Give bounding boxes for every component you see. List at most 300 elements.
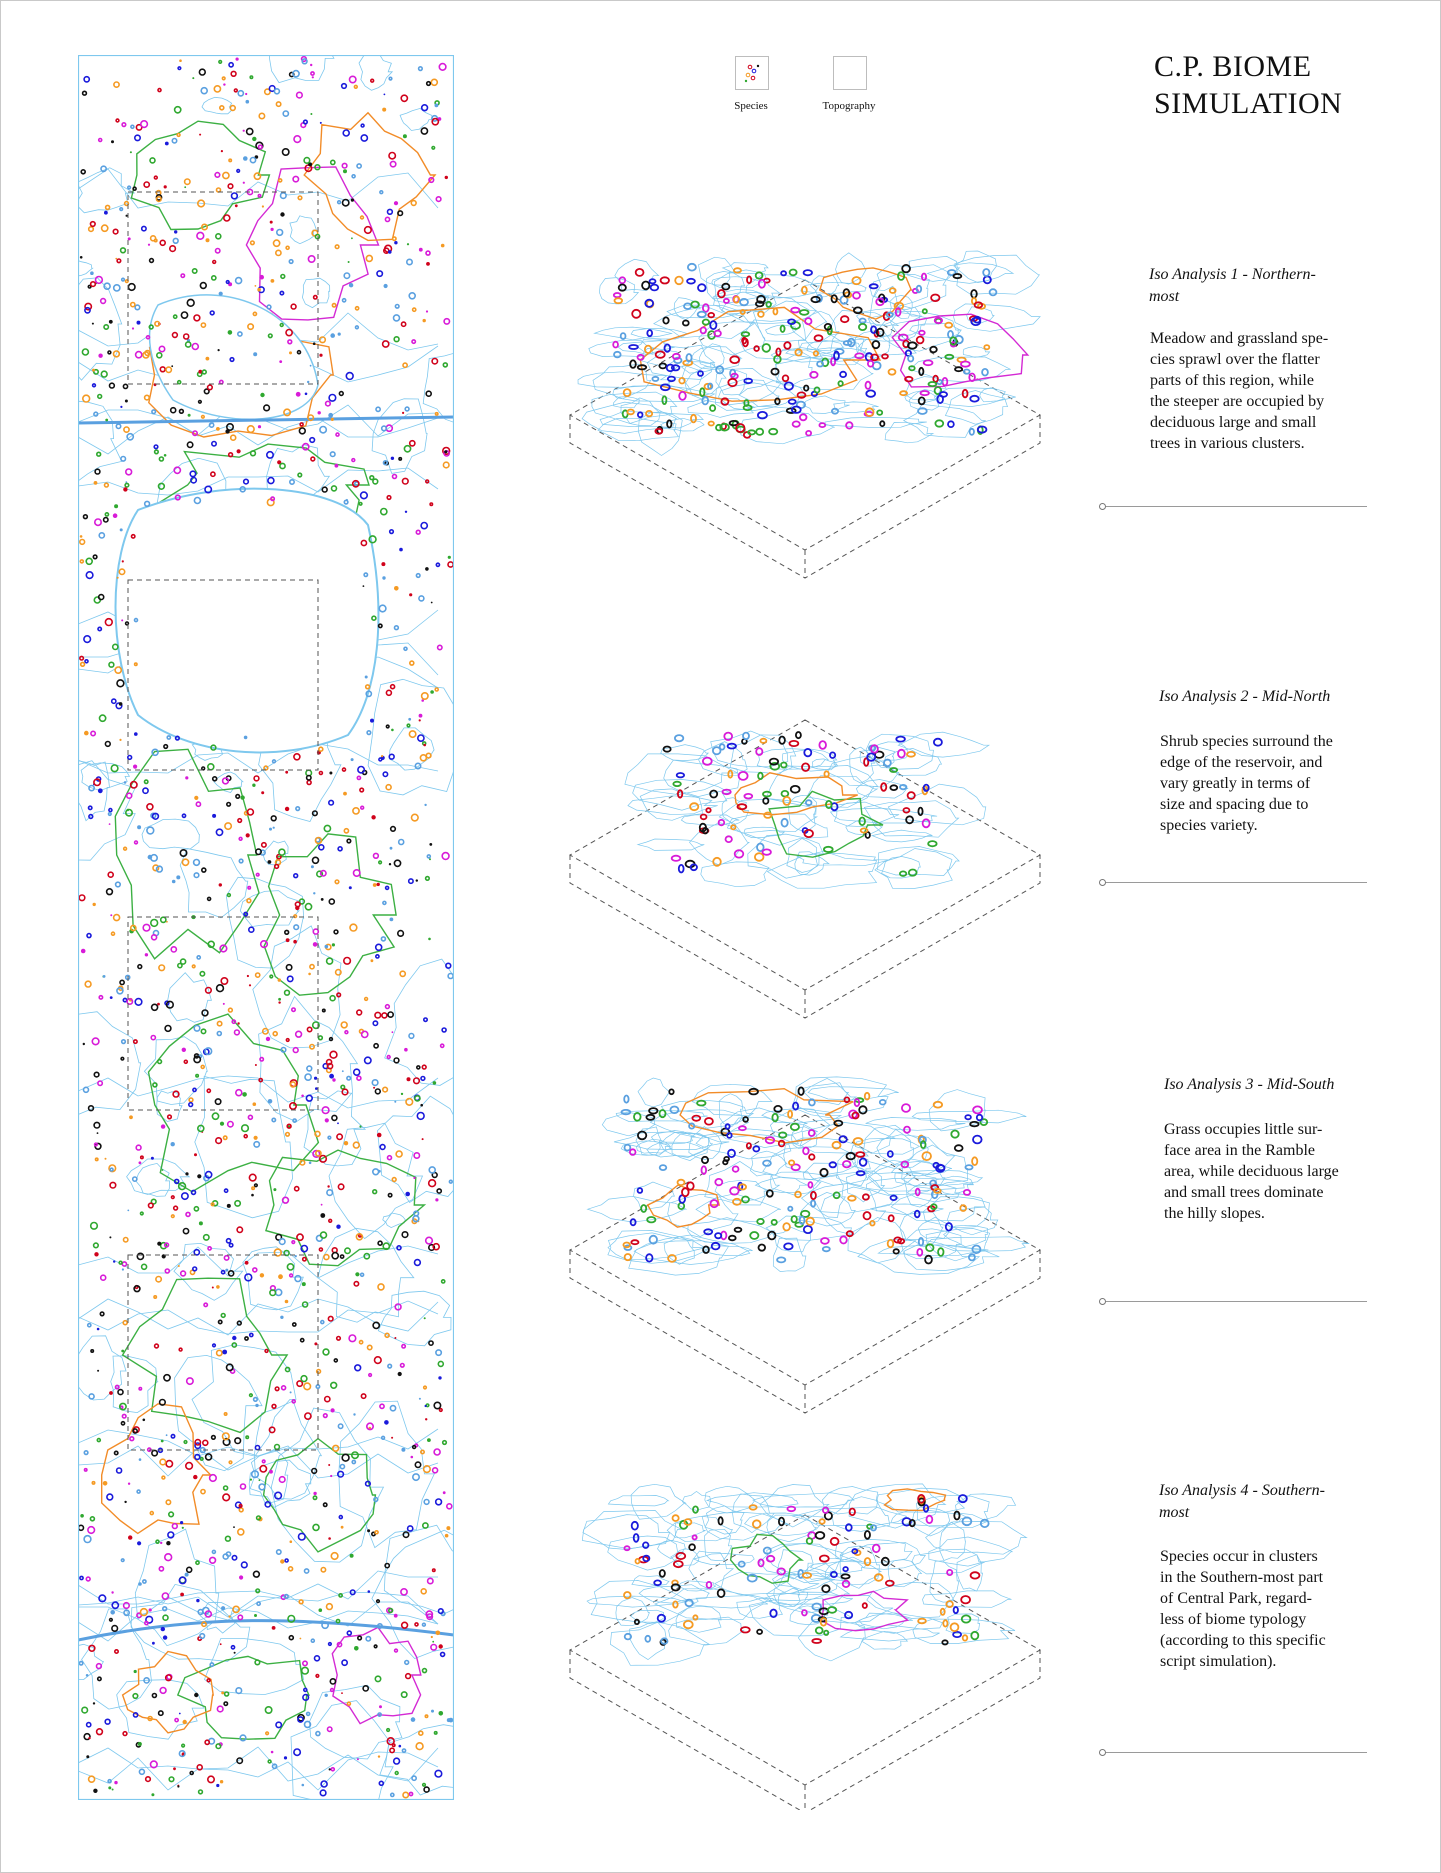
species-marker: [355, 1272, 359, 1276]
iso-species-marker: [632, 1522, 638, 1530]
species-marker: [166, 1434, 168, 1436]
species-marker: [260, 1058, 263, 1061]
iso-species-marker: [919, 368, 923, 375]
iso-contour-line: [907, 256, 959, 281]
species-marker: [92, 1038, 99, 1045]
species-marker: [380, 191, 383, 194]
biome-outline: [332, 1627, 421, 1723]
species-marker: [383, 901, 386, 904]
species-marker: [200, 283, 206, 289]
species-marker: [394, 337, 399, 342]
species-marker: [110, 914, 112, 916]
species-marker: [427, 855, 430, 858]
species-marker: [366, 255, 372, 261]
species-marker: [382, 1013, 387, 1018]
species-marker: [424, 1787, 429, 1792]
species-marker: [373, 1021, 377, 1025]
species-marker: [286, 938, 290, 942]
species-marker: [321, 871, 326, 876]
species-marker: [320, 1213, 325, 1218]
species-marker: [311, 457, 315, 461]
species-marker: [443, 462, 449, 468]
species-marker: [437, 1189, 441, 1193]
species-marker: [315, 1656, 320, 1661]
species-marker: [332, 486, 337, 491]
species-marker: [406, 1099, 413, 1106]
species-marker: [152, 935, 157, 940]
iso-species-marker: [916, 1189, 920, 1196]
species-marker: [161, 1627, 165, 1631]
species-marker: [373, 1190, 377, 1194]
species-marker: [390, 161, 395, 166]
species-marker: [220, 1122, 224, 1126]
species-marker: [216, 1784, 219, 1787]
iso-species-marker: [866, 382, 871, 389]
biome-outline: [246, 167, 378, 320]
iso-species-marker: [779, 1132, 786, 1137]
iso-species-marker: [811, 1200, 815, 1206]
species-marker: [153, 1083, 157, 1087]
species-marker: [112, 699, 116, 703]
species-marker: [438, 645, 442, 649]
species-marker: [228, 1122, 233, 1127]
species-marker: [361, 806, 364, 809]
species-marker: [364, 1254, 369, 1259]
species-marker: [312, 1469, 317, 1474]
species-marker: [342, 84, 347, 89]
species-marker: [385, 1564, 389, 1568]
species-marker: [94, 1252, 98, 1256]
species-marker: [80, 540, 85, 545]
species-marker: [201, 88, 207, 94]
species-marker: [223, 172, 229, 178]
description-line: trees in various clusters.: [1150, 435, 1305, 452]
species-marker: [92, 323, 94, 325]
species-marker: [426, 391, 431, 396]
species-marker: [365, 1057, 371, 1063]
iso-species-marker: [919, 1238, 923, 1246]
species-marker: [221, 1691, 224, 1694]
species-marker: [402, 1232, 408, 1238]
species-marker: [240, 1735, 246, 1741]
species-marker: [409, 731, 415, 737]
species-marker: [342, 1660, 347, 1665]
species-marker: [230, 106, 235, 111]
species-marker: [311, 865, 314, 868]
species-marker: [410, 441, 415, 446]
species-marker: [137, 825, 141, 829]
iso-species-marker: [964, 1190, 970, 1195]
species-marker: [321, 1232, 327, 1238]
species-marker: [121, 457, 126, 462]
species-marker: [324, 1255, 329, 1260]
species-marker: [331, 1689, 334, 1692]
species-marker: [146, 1777, 151, 1782]
species-marker: [417, 1066, 420, 1069]
species-marker: [304, 158, 310, 164]
iso-species-marker: [735, 1228, 742, 1232]
species-marker: [122, 1414, 126, 1418]
species-marker: [423, 319, 426, 322]
iso-species-marker: [802, 287, 807, 294]
species-marker: [354, 1646, 359, 1651]
iso-species-marker: [675, 735, 683, 741]
species-marker: [380, 1404, 384, 1408]
iso-species-marker: [908, 356, 913, 362]
species-marker: [97, 1664, 102, 1669]
species-marker: [194, 873, 199, 878]
iso-species-marker: [651, 285, 659, 291]
species-marker: [390, 530, 394, 534]
species-marker: [265, 1502, 270, 1507]
species-marker: [254, 776, 259, 781]
species-marker: [213, 1344, 216, 1347]
species-marker: [375, 1357, 382, 1364]
iso-analysis-4-title: [1159, 1480, 1325, 1524]
species-marker: [350, 924, 357, 931]
iso-species-marker: [710, 405, 715, 411]
species-marker: [305, 1569, 309, 1573]
species-marker: [129, 1115, 133, 1119]
species-marker: [120, 980, 124, 984]
species-marker: [303, 1258, 306, 1261]
species-marker: [374, 853, 379, 858]
iso-species-marker: [840, 372, 846, 377]
species-marker: [126, 469, 132, 475]
species-marker: [125, 483, 129, 487]
species-marker: [199, 69, 205, 75]
species-marker: [400, 971, 405, 976]
species-marker: [421, 1077, 425, 1081]
iso-species-marker: [955, 367, 962, 371]
species-marker: [91, 1350, 93, 1352]
species-marker: [279, 1477, 285, 1483]
species-marker: [139, 1769, 144, 1774]
species-marker: [425, 1405, 427, 1407]
species-marker: [154, 1296, 156, 1298]
species-marker: [84, 1451, 88, 1455]
species-marker: [187, 442, 192, 447]
species-marker: [425, 1418, 427, 1420]
iso-species-marker: [815, 335, 823, 341]
species-marker: [431, 79, 437, 85]
title-line-1: C.P. BIOME: [1154, 50, 1312, 83]
contour-line: [168, 973, 212, 1023]
species-marker: [134, 1713, 138, 1717]
species-marker: [298, 1717, 303, 1722]
species-marker: [109, 662, 114, 667]
iso-species-marker: [922, 274, 926, 281]
species-marker: [302, 1282, 306, 1286]
iso-species-marker: [656, 351, 665, 357]
species-marker: [271, 228, 274, 231]
species-marker: [80, 1576, 83, 1579]
species-marker: [186, 1212, 190, 1216]
species-marker: [405, 407, 409, 411]
species-marker: [332, 304, 335, 307]
species-marker: [183, 1720, 187, 1724]
species-marker: [404, 446, 410, 452]
iso-species-marker: [728, 771, 732, 778]
species-marker: [379, 1781, 383, 1785]
species-marker: [426, 1237, 433, 1244]
iso-contour-line: [719, 1094, 743, 1125]
species-marker: [238, 819, 242, 823]
species-marker: [228, 330, 233, 335]
species-marker: [398, 1372, 402, 1376]
species-marker: [407, 724, 410, 727]
species-marker: [90, 271, 94, 275]
species-marker: [255, 1184, 258, 1187]
species-marker: [408, 1526, 413, 1531]
species-marker: [347, 1702, 350, 1705]
species-marker: [426, 262, 430, 266]
iso-contour-line: [832, 1497, 890, 1532]
iso-species-marker: [723, 1160, 727, 1164]
iso-species-marker: [973, 1106, 982, 1113]
species-marker: [433, 1081, 437, 1085]
species-marker: [294, 136, 301, 143]
species-marker: [229, 159, 231, 161]
species-marker: [283, 111, 288, 116]
species-marker: [420, 755, 426, 761]
species-marker: [279, 179, 282, 182]
species-marker: [399, 458, 401, 460]
contour-line: [202, 97, 232, 114]
iso-biome-outline: [885, 1489, 946, 1511]
species-marker: [361, 124, 364, 127]
species-marker: [409, 293, 415, 299]
species-marker: [256, 973, 260, 977]
species-marker: [115, 667, 121, 673]
iso-species-marker: [658, 1615, 665, 1622]
species-marker: [350, 1554, 354, 1558]
iso-species-marker: [923, 819, 930, 827]
iso-species-marker: [850, 1509, 855, 1516]
species-marker: [192, 965, 195, 968]
species-marker: [85, 1469, 87, 1471]
species-marker: [313, 857, 319, 863]
species-marker: [353, 1413, 355, 1415]
species-marker: [175, 1179, 179, 1183]
species-marker: [353, 1142, 359, 1148]
iso-contour-line: [608, 1495, 668, 1506]
species-marker: [249, 927, 254, 932]
iso-species-marker: [907, 752, 915, 757]
species-marker: [330, 333, 335, 338]
iso-species-marker: [754, 346, 759, 351]
iso-species-marker: [733, 1199, 741, 1205]
species-marker: [439, 1711, 444, 1716]
description-line: vary greatly in terms of: [1160, 775, 1311, 792]
species-marker: [243, 130, 245, 132]
species-marker: [321, 1568, 325, 1572]
species-marker: [104, 211, 108, 215]
species-marker: [151, 1157, 154, 1160]
legend-topography-swatch: [833, 56, 867, 90]
species-marker: [426, 877, 430, 881]
species-marker: [152, 1694, 156, 1698]
iso-terrain-contours: [582, 1484, 1026, 1665]
iso-block: [570, 720, 1040, 1018]
species-marker: [337, 1337, 341, 1341]
iso-species-marker: [790, 270, 797, 276]
species-marker: [353, 808, 359, 814]
species-marker: [254, 1136, 258, 1140]
species-marker: [145, 501, 150, 506]
species-marker: [268, 478, 274, 484]
species-marker: [314, 1077, 317, 1080]
species-marker: [424, 1018, 427, 1021]
species-marker: [89, 1776, 95, 1782]
species-marker: [155, 450, 159, 454]
iso-species-marker: [806, 431, 811, 436]
species-marker: [117, 577, 119, 579]
species-marker: [301, 1095, 304, 1098]
species-marker: [206, 357, 210, 361]
iso-species-marker: [908, 792, 915, 799]
species-marker: [442, 1280, 445, 1283]
species-marker: [167, 736, 170, 739]
species-marker: [273, 827, 275, 829]
species-marker: [280, 1559, 284, 1563]
iso-species-marker: [689, 1544, 695, 1550]
species-marker: [223, 1494, 230, 1501]
species-marker: [329, 1074, 334, 1079]
species-marker: [259, 1479, 261, 1481]
iso-contour-line: [631, 329, 688, 339]
species-marker: [152, 1004, 158, 1010]
iso-contour-line: [834, 402, 879, 413]
iso-species-marker: [719, 1517, 723, 1524]
iso-species-marker: [784, 1243, 792, 1249]
iso-species-marker: [977, 1115, 982, 1121]
species-marker: [196, 1075, 198, 1077]
species-marker: [114, 285, 120, 291]
species-marker: [409, 1034, 414, 1039]
iso-species-marker: [918, 808, 922, 816]
species-marker: [217, 1706, 223, 1712]
species-marker: [102, 225, 108, 231]
iso-species-marker: [891, 1196, 897, 1201]
species-marker: [266, 1732, 269, 1735]
species-marker: [245, 93, 247, 95]
iso-species-marker: [713, 747, 721, 754]
species-marker: [86, 558, 92, 564]
species-marker: [339, 392, 343, 396]
species-marker: [376, 407, 380, 411]
species-marker: [139, 1458, 142, 1461]
species-marker: [404, 1048, 408, 1052]
species-marker: [329, 1768, 331, 1770]
species-marker: [319, 1248, 322, 1251]
species-marker: [426, 753, 431, 758]
species-marker: [161, 1124, 165, 1128]
species-marker: [216, 249, 220, 253]
species-marker: [121, 1350, 124, 1353]
species-marker: [215, 1099, 220, 1104]
species-marker: [289, 351, 292, 354]
iso-species-marker: [823, 1247, 830, 1251]
species-marker: [97, 1132, 99, 1134]
species-marker: [190, 471, 195, 476]
species-marker: [170, 246, 176, 252]
species-marker: [409, 1792, 412, 1795]
species-marker: [342, 163, 347, 168]
species-marker: [307, 1066, 312, 1071]
iso-contour-line: [821, 1187, 886, 1235]
iso-species-marker: [935, 420, 943, 426]
iso-species-marker: [625, 1254, 631, 1260]
iso-contour-line: [763, 1592, 853, 1604]
species-marker: [141, 121, 148, 128]
species-marker: [393, 475, 397, 479]
species-marker: [222, 1271, 225, 1274]
species-marker: [97, 1370, 99, 1372]
species-marker: [177, 134, 180, 137]
iso-species-marker: [672, 365, 680, 370]
species-marker: [171, 408, 176, 413]
species-marker: [352, 1460, 355, 1463]
species-marker: [332, 1253, 338, 1259]
iso-species-marker: [747, 276, 751, 283]
iso-species-marker: [816, 1627, 823, 1633]
species-marker: [215, 173, 220, 178]
iso-species-marker: [852, 277, 860, 284]
iso-species-marker: [880, 1100, 886, 1105]
species-marker: [121, 619, 123, 621]
species-marker: [106, 205, 110, 209]
species-marker: [436, 1350, 441, 1355]
species-marker: [277, 230, 283, 236]
species-marker: [123, 384, 127, 388]
species-marker: [97, 1729, 103, 1735]
species-marker: [365, 676, 368, 679]
species-marker: [410, 661, 414, 665]
species-marker: [329, 1643, 332, 1646]
title-line-2: SIMULATION: [1154, 87, 1343, 120]
iso-species-marker: [853, 292, 860, 298]
species-marker: [332, 943, 335, 946]
species-marker: [144, 182, 149, 187]
species-marker: [432, 359, 437, 364]
species-marker: [315, 1087, 318, 1090]
iso-analysis-2-marker-line: [1106, 882, 1367, 883]
iso-species-marker: [683, 321, 689, 326]
species-marker: [341, 1526, 344, 1529]
iso-species-marker: [934, 739, 942, 746]
iso-species-marker: [924, 360, 933, 365]
species-marker: [265, 1350, 268, 1353]
species-marker: [389, 153, 395, 159]
species-marker: [81, 949, 86, 954]
iso-contour-line: [669, 1617, 744, 1645]
species-marker: [201, 1490, 205, 1494]
iso-species-marker: [763, 792, 771, 797]
iso-contour-line: [638, 1078, 670, 1107]
species-marker: [316, 1732, 320, 1736]
species-marker: [130, 151, 132, 153]
species-marker: [274, 89, 279, 94]
species-marker: [113, 513, 118, 518]
species-marker: [123, 998, 126, 1001]
iso-contour-line: [634, 1182, 675, 1210]
species-marker: [110, 1168, 113, 1171]
species-marker: [193, 1088, 196, 1091]
species-marker: [317, 1370, 321, 1374]
species-marker: [159, 1711, 163, 1715]
iso-species-marker: [763, 1161, 771, 1166]
